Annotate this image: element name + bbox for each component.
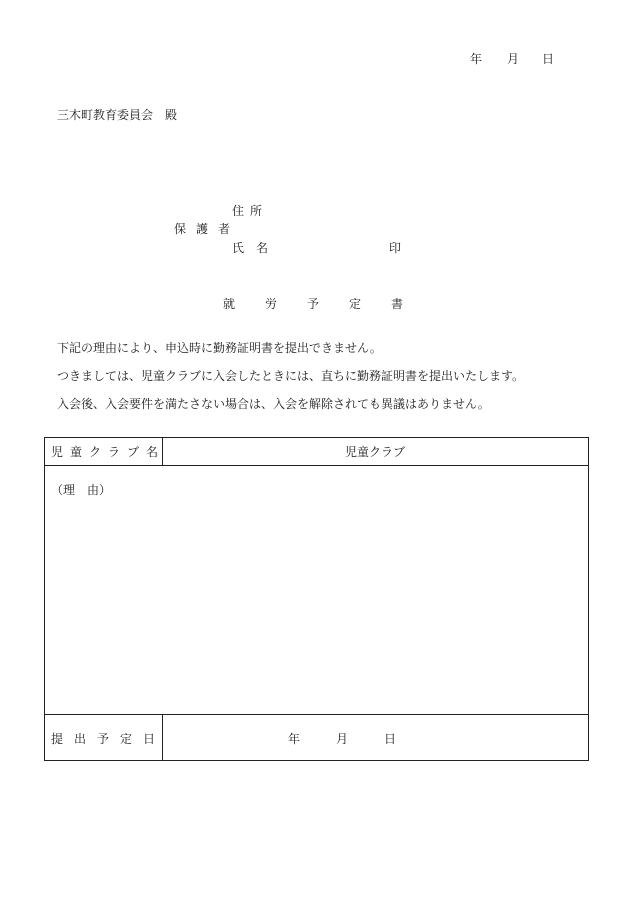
guardian-label: 保護者 xyxy=(174,222,241,236)
club-name-value: 児童クラブ xyxy=(345,445,406,459)
body-line-3: 入会後、入会要件を満たさない場合は、入会を解除されても異議はありません。 xyxy=(57,397,490,411)
form-table xyxy=(44,437,589,761)
row-divider-1 xyxy=(45,465,588,466)
club-name-label: 児童クラブ名 xyxy=(51,445,166,459)
addressee: 三木町教育委員会 殿 xyxy=(57,108,178,122)
name-label: 氏名 xyxy=(232,241,281,255)
header-date xyxy=(0,53,630,67)
document-title: 就労予定書 xyxy=(223,297,434,311)
due-date-month: 月 xyxy=(336,732,349,746)
seal-label: 印 xyxy=(389,241,402,255)
due-date-day: 日 xyxy=(384,732,397,746)
reason-label: （理 由） xyxy=(51,483,112,497)
header-date-day: 日 xyxy=(542,52,555,66)
header-date-year: 年 xyxy=(470,52,483,66)
body-line-2: つきましては、児童クラブに入会したときには、直ちに勤務証明書を提出いたします。 xyxy=(57,369,525,383)
row-divider-2 xyxy=(45,714,588,715)
header-date-month: 月 xyxy=(507,52,520,66)
body-line-1: 下記の理由により、申込時に勤務証明書を提出できません。 xyxy=(57,341,382,355)
due-date-year: 年 xyxy=(288,732,301,746)
address-label: 住所 xyxy=(232,204,269,218)
due-date-label: 提出予定日 xyxy=(51,732,167,746)
